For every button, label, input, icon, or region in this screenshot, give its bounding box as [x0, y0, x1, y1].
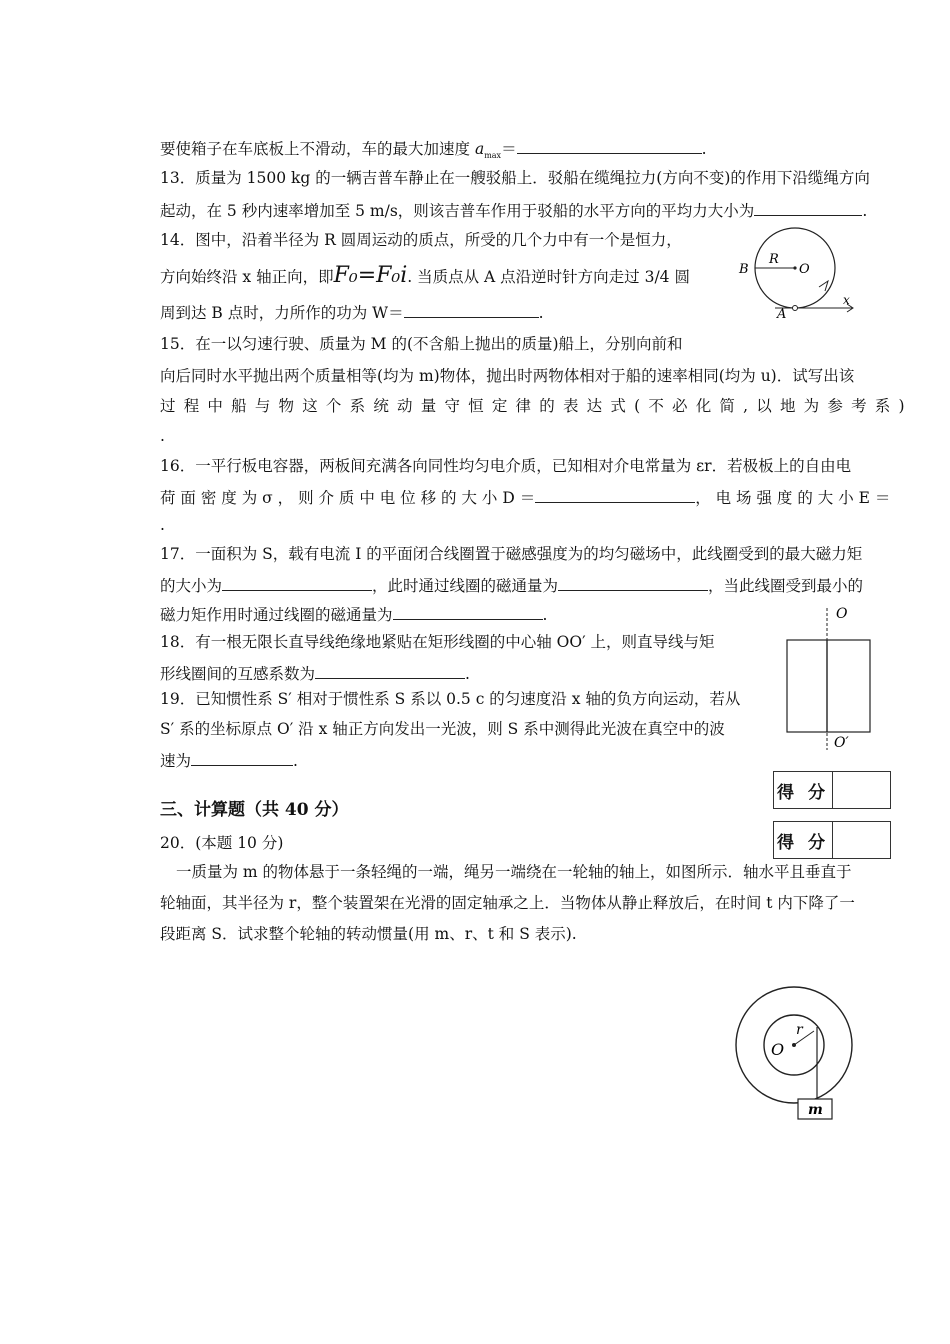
q15-line1: 15．在一以匀速行驶、质量为 M 的(不含船上抛出的质量)船上，分别向前和 — [160, 335, 683, 353]
wheel-axle-figure — [722, 985, 872, 1125]
q17-line2-b: ，此时通过线圈的磁通量为 — [372, 577, 559, 595]
q15-char: 程 — [183, 397, 200, 415]
q19-answer-blank[interactable] — [191, 749, 293, 766]
q15-char: 恒 — [468, 397, 484, 415]
q15-char: 表 — [562, 397, 579, 415]
q12-answer-blank[interactable] — [517, 137, 702, 154]
q14-line2 — [160, 263, 690, 288]
q15-char: 物 — [278, 397, 295, 415]
circle-force-figure — [735, 225, 865, 320]
direction-arrow-icon — [819, 281, 828, 291]
q15-char: 地 — [779, 397, 796, 415]
q20-title: 20．(本题 10 分) — [160, 834, 284, 852]
label-m: m — [808, 1102, 823, 1118]
q15-char: 个 — [325, 397, 342, 415]
q13-line2-text: 起动，在 5 秒内速率增加至 5 m/s，则该吉普车作用于驳船的水平方向的平均力大小为 — [160, 202, 755, 220]
q15-char: 这 — [302, 397, 318, 415]
score-box-1 — [773, 771, 891, 809]
q15-char: 以 — [756, 397, 772, 415]
q18-end: . — [465, 665, 470, 683]
q18-line1: 18．有一根无限长直导线绝缘地紧贴在矩形线圈的中心轴 OO′ 上，则直导线与矩 — [160, 633, 715, 651]
q17-torque-blank[interactable] — [222, 574, 372, 591]
q20-line1: 一质量为 m 的物体悬于一条轻绳的一端，绳另一端绕在一轮轴的轴上，如图所示．轴水平且垂直于 — [176, 863, 852, 881]
q17-line1: 17．一面积为 S，载有电流 I 的平面闭合线圈置于磁感强度为的均匀磁场中，此线圈受到的最大磁力矩 — [160, 545, 863, 563]
rect-coil — [787, 640, 870, 732]
q15-char: 系 — [349, 397, 366, 415]
q15-char: 中 — [207, 397, 223, 415]
q12-text: 要使箱子在车底板上不滑动，车的最大加速度 — [160, 140, 475, 158]
coil-wire-figure — [780, 600, 880, 755]
score-label: 得 分 — [774, 772, 833, 808]
q14-line3 — [160, 301, 544, 323]
q15-char: , — [743, 397, 749, 415]
label-b: B — [739, 262, 749, 277]
q15-char: 简 — [719, 397, 735, 415]
label-o-bottom: O′ — [834, 735, 849, 751]
q15-char: 船 — [231, 397, 247, 415]
q17-minflux-blank[interactable] — [393, 603, 543, 620]
q17-end: . — [542, 606, 548, 624]
q15-char: 的 — [539, 397, 555, 415]
q13-line1: 13．质量为 1500 kg 的一辆吉普车静止在一艘驳船上．驳船在缆绳拉力(方向不变)的作用下沿缆绳方向 — [160, 169, 870, 187]
q19-line1: 19．已知惯性系 S′ 相对于惯性系 S 系以 0.5 c 的匀速度沿 x 轴的负方向运动，若从 — [160, 690, 741, 708]
q13-end: . — [862, 202, 868, 220]
q14-line2-text: 方向始终沿 x 轴正向，即 — [160, 268, 334, 286]
q17-line2-a: 的大小为 — [160, 577, 223, 595]
q12-tail-line — [160, 137, 707, 166]
q16-line2 — [160, 486, 890, 508]
q19-line3 — [160, 749, 298, 771]
q18-answer-blank[interactable] — [315, 662, 465, 679]
q14-line1: 14．图中，沿着半径为 R 圆周运动的质点，所受的几个力中有一个是恒力， — [160, 231, 682, 249]
q15-char: 必 — [672, 397, 688, 415]
score-box-2 — [773, 821, 891, 859]
q13-line2 — [160, 199, 867, 221]
q17-line3 — [160, 603, 547, 625]
q15-char: 参 — [827, 397, 843, 415]
q15-char: ( — [634, 397, 641, 415]
q16-line2-a: 荷 面 密 度 为 σ ， 则 介 质 中 电 位 移 的 大 小 D ＝ — [160, 489, 536, 507]
q14-line2-post: . 当质点从 A 点沿逆时针方向走过 3/4 圆 — [407, 268, 690, 286]
q15-char: 考 — [851, 397, 867, 415]
q16-d-blank[interactable] — [535, 486, 695, 503]
label-x: x — [843, 293, 850, 307]
section-heading: 三、计算题（共 40 分） — [160, 800, 349, 820]
q15-char: 律 — [515, 397, 532, 415]
q12-eq: ＝ — [501, 140, 517, 158]
label-o-top: O — [836, 606, 848, 622]
q15-char: 量 — [420, 397, 437, 415]
q15-char: 动 — [397, 397, 413, 415]
q19-line2: S′ 系的坐标原点 O′ 沿 x 轴正方向发出一光波，则 S 系中测得此光波在真空中的波 — [160, 720, 725, 738]
q14-end: . — [538, 304, 544, 322]
q20-line2: 轮轴面，其半径为 r，整个装置架在光滑的固定轴承之上．当物体从静止释放后，在时间 t 内下降了一 — [160, 894, 855, 912]
score-input-cell[interactable] — [833, 822, 890, 858]
q16-line3: . — [160, 516, 165, 534]
q15-char: ) — [898, 397, 905, 415]
q17-line3-text: 磁力矩作用时通过线圈的磁通量为 — [160, 606, 393, 624]
q17-line2 — [160, 574, 863, 596]
q16-line2-b: ， 电 场 强 度 的 大 小 E ＝ — [695, 489, 891, 507]
label-a: A — [777, 307, 787, 320]
q15-char: 化 — [695, 397, 712, 415]
q17-flux-blank[interactable] — [558, 574, 708, 591]
q17-line2-c: ，当此线圈受到最小的 — [708, 577, 864, 595]
q18-line2 — [160, 662, 470, 684]
q15-line2: 向后同时水平抛出两个质量相等(均为 m)物体，抛出时两物体相对于船的速率相同(均为 u)．试写出该 — [160, 367, 855, 385]
q12-end: . — [701, 140, 707, 158]
score-label: 得 分 — [774, 822, 833, 858]
q15-line4: . — [160, 427, 165, 445]
q15-char: 为 — [803, 397, 820, 415]
q15-char: 守 — [444, 397, 460, 415]
point-a-marker — [793, 306, 798, 311]
q15-char: 系 — [874, 397, 891, 415]
label-o: O — [799, 262, 810, 277]
score-input-cell[interactable] — [833, 772, 890, 808]
q13-answer-blank[interactable] — [754, 199, 862, 216]
q15-char: 定 — [491, 397, 508, 415]
q19-end: . — [293, 752, 298, 770]
label-o: O — [771, 1040, 785, 1059]
label-r: R — [769, 252, 779, 267]
q15-char: 与 — [254, 397, 271, 415]
q15-line3 — [160, 396, 905, 416]
q15-char: 不 — [648, 397, 664, 415]
q15-char: 统 — [373, 397, 389, 415]
q14-answer-blank[interactable] — [404, 301, 539, 318]
q19-line3-text: 速为 — [160, 752, 192, 770]
q20-line3: 段距离 S．试求整个轮轴的转动惯量(用 m、r、t 和 S 表示). — [160, 925, 577, 943]
q15-char: 达 — [586, 397, 603, 415]
q15-char: 过 — [160, 397, 176, 415]
q12-a: a — [474, 140, 485, 158]
q15-char: 式 — [610, 397, 626, 415]
label-r: r — [796, 1022, 803, 1038]
q14-formula: F₀=F₀i — [333, 263, 408, 288]
q18-line2-text: 形线圈间的互感系数为 — [160, 665, 316, 683]
q16-line1: 16．一平行板电容器，两板间充满各向同性均匀电介质，已知相对介电常量为 εr．若极板上的自由电 — [160, 457, 852, 475]
q12-sub: max — [484, 151, 502, 161]
q14-line3-text: 周到达 B 点时，力所作的功为 W＝ — [160, 304, 404, 322]
center-dot — [793, 266, 796, 269]
